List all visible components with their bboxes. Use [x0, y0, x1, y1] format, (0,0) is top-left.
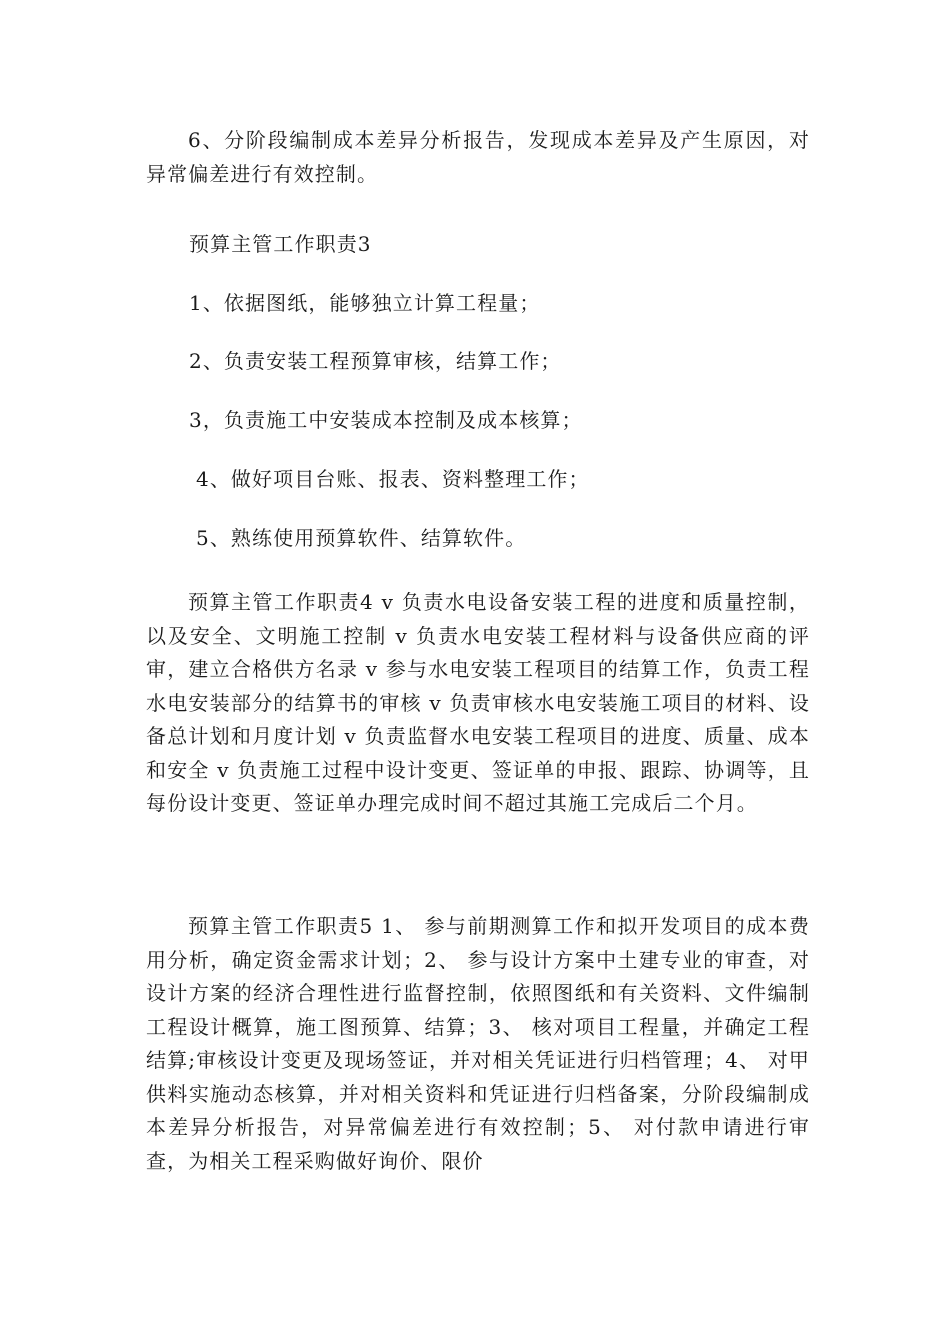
list-item-3: 3，负责施工中安装成本控制及成本核算； [189, 408, 583, 432]
paragraph-duties-5: 预算主管工作职责5 1、 参与前期测算工作和拟开发项目的成本费用分析，确定资金需求计划；2、 参与设计方案中土建专业的审查，对设计方案的经济合理性进行监督控制，依照图纸和有关资料、文件编制工程设计概算，施工图预算、结算；3、 核对项目工程量，并确定工程结算;审核设计变更及现场签证，并对相关凭证进行归档管理；4、 对甲供料实施动态核算，并对相关资料和凭证进行归档备案，分阶段编制成本差异分析报告，对异常偏差进行有效控制；5、 对付款申请进行审查，为相关工程采购做好询价、限价 [146, 914, 811, 1173]
list-item-2: 2、负责安装工程预算审核，结算工作； [189, 349, 562, 373]
paragraph-cost-variance: 6、分阶段编制成本差异分析报告，发现成本差异及产生原因，对异常偏差进行有效控制。 [146, 128, 810, 186]
list-item-4: 4、做好项目台账、报表、资料整理工作； [196, 467, 590, 491]
list-item-1: 1、依据图纸，能够独立计算工程量； [189, 291, 541, 315]
list-item-5: 5、熟练使用预算软件、结算软件。 [196, 526, 527, 550]
heading-duties-3: 预算主管工作职责3 [189, 232, 372, 256]
paragraph-duties-4: 预算主管工作职责4 v 负责水电设备安装工程的进度和质量控制，以及安全、文明施工控制 v 负责水电安装工程材料与设备供应商的评审，建立合格供方名录 v 参与水电安装工程项目的结算工作，负责工程水电安装部分的结算书的审核 v 负责审核水电安装施工项目的材料、设备总计划和月度计划 v 负责监督水电安装工程项目的进度、质量、成本和安全 v 负责施工过程中设计变更、签证单的申报、跟踪、协调等，且每份设计变更、签证单办理完成时间不超过其施工完成后二个月。 [146, 590, 810, 815]
